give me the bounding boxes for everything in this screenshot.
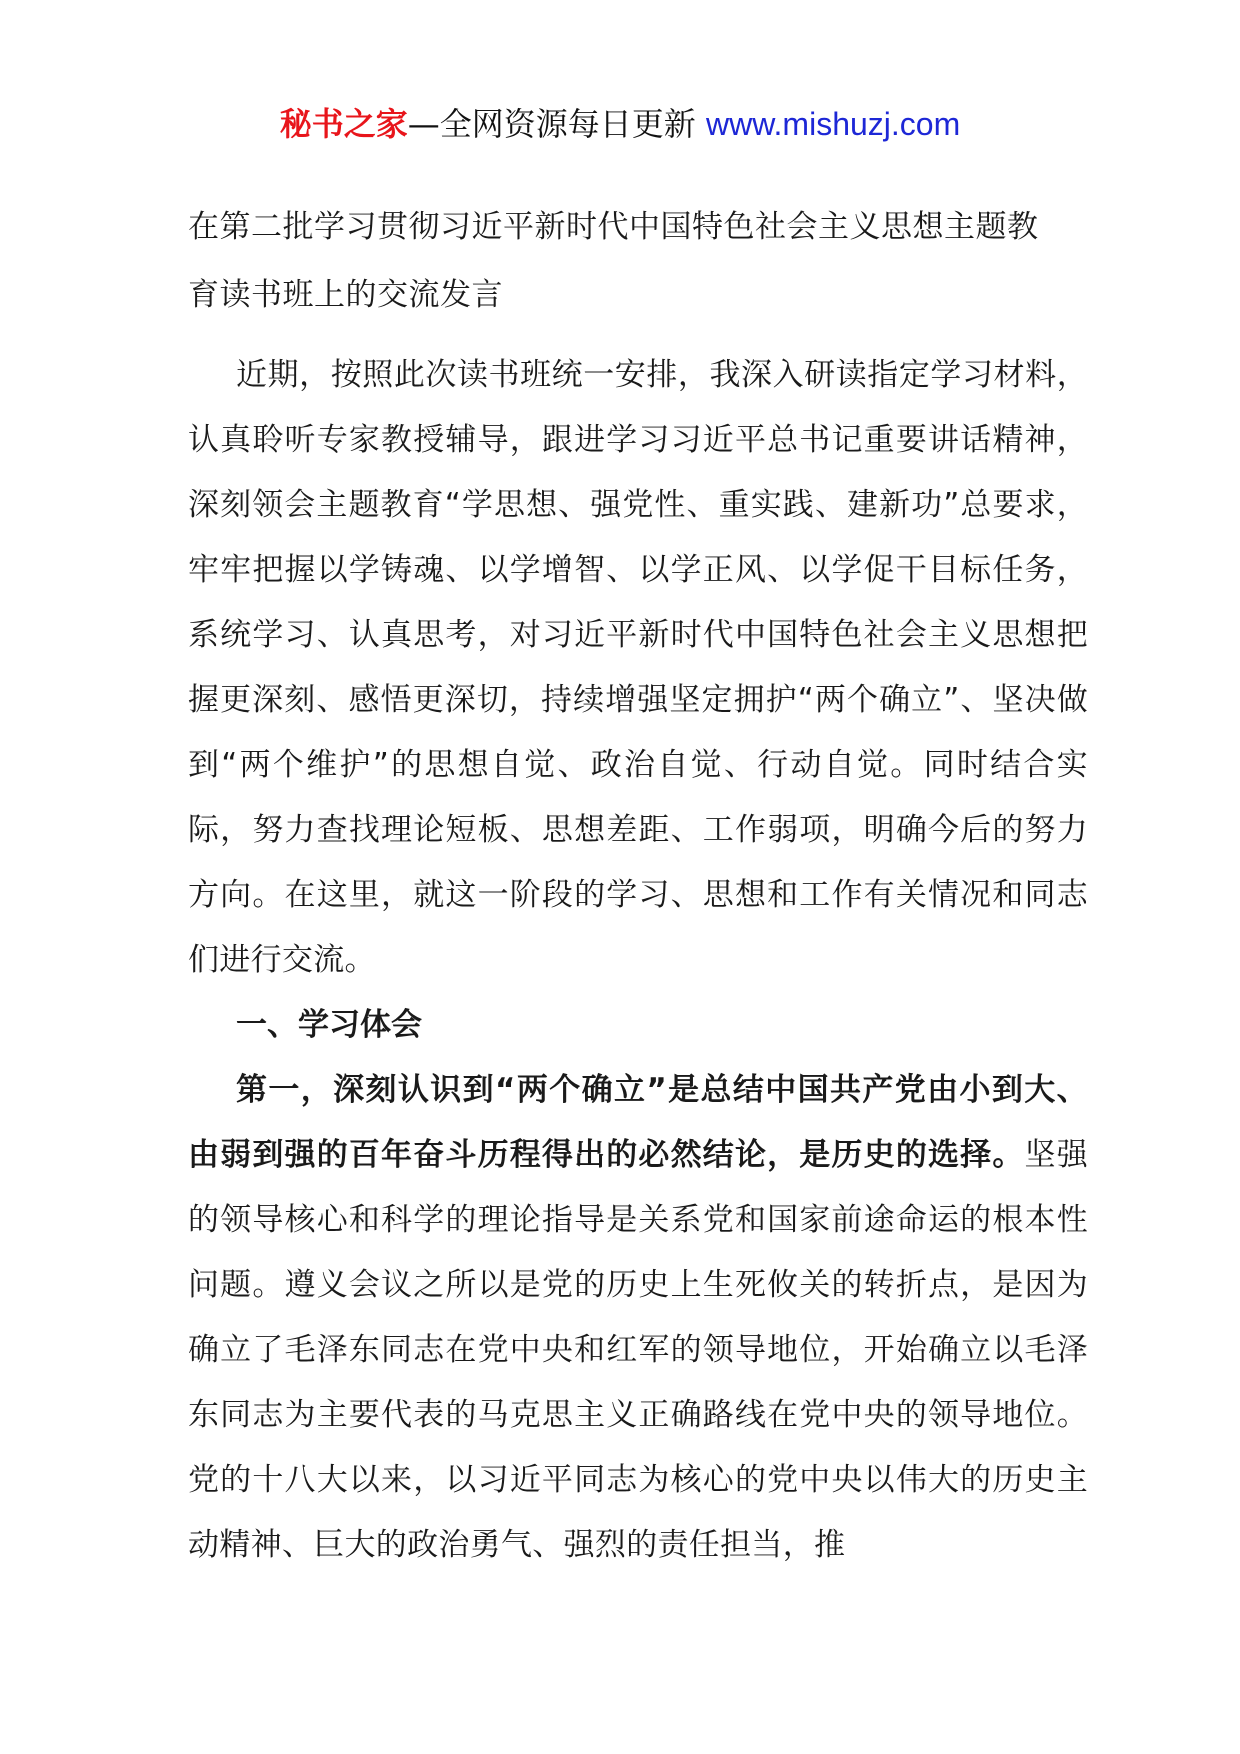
brand-name: 秘书之家	[279, 105, 408, 143]
section-1-point-1	[188, 1058, 1088, 1578]
site-header	[0, 100, 1240, 148]
document-title: 在第二批学习贯彻习近平新时代中国特色社会主义思想主题教育读书班上的交流发言	[188, 209, 1039, 313]
intro-paragraph: 近期，按照此次读书班统一安排，我深入研读指定学习材料，认真聆听专家教授辅导，跟进学习习近平总书记重要讲话精神，深刻领会主题教育“学思想、强党性、重实践、建新功”总要求，牢牢把握以学铸魂、以学增智、以学正风、以学促干目标任务，系统学习、认真思考，对习近平新时代中国特色社会主义思想把握更深刻、感悟更深切，持续增强坚定拥护“两个确立”、坚决做到“两个维护”的思想自觉、政治自觉、行动自觉。同时结合实际，努力查找理论短板、思想差距、工作弱项，明确今后的努力方向。在这里，就这一阶段的学习、思想和工作有关情况和同志们进行交流。	[188, 357, 1088, 978]
point-1-lead: 第一，深刻认识到“两个确立”是总结中国共产党由小到大、由弱到强的百年奋斗历程得出的必然结论，是历史的选择。	[188, 1072, 1088, 1173]
section-heading-1: 一、学习体会	[236, 1007, 422, 1043]
point-1-body: 坚强的领导核心和科学的理论指导是关系党和国家前途命运的根本性问题。遵义会议之所以是党的历史上生死攸关的转折点，是因为确立了毛泽东同志在党中央和红军的领导地位，开始确立以毛泽东同志为主要代表的马克思主义正确路线在党中央的领导地位。党的十八大以来，以习近平同志为核心的党中央以伟大的历史主动精神、巨大的政治勇气、强烈的责任担当，推	[188, 1137, 1089, 1563]
document-body	[188, 193, 1088, 1578]
header-tagline: —全网资源每日更新	[407, 105, 706, 143]
site-url-link[interactable]: www.mishuzj.com	[705, 106, 961, 142]
